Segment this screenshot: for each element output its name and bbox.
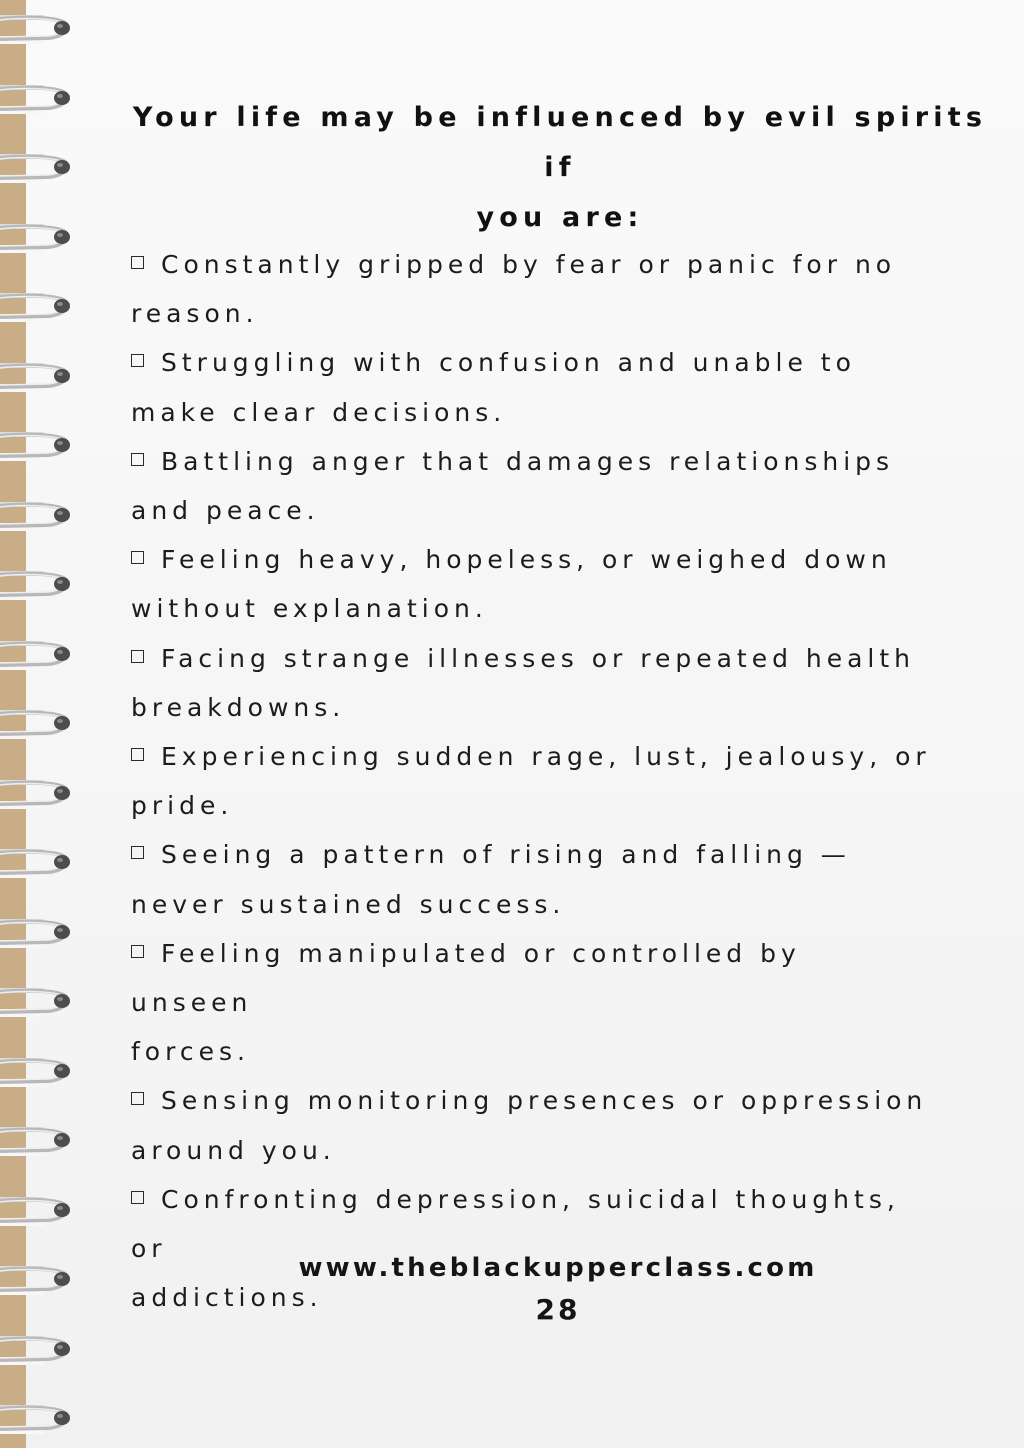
checklist-item-line-1: Facing strange illnesses or repeated health	[161, 643, 916, 673]
binding-ring	[0, 1192, 80, 1232]
binding-ring	[0, 1331, 80, 1371]
checklist-item-line-1: Experiencing sudden rage, lust, jealousy, or	[161, 742, 931, 772]
binding-ring	[0, 149, 80, 189]
checklist-item-line-1: Battling anger that damages relationships	[161, 446, 895, 476]
checklist-item-line-2: reason.	[131, 299, 259, 329]
checklist	[131, 240, 931, 1322]
checklist-item	[131, 338, 931, 436]
checklist-item-line-1: Seeing a pattern of rising and falling —	[161, 840, 851, 870]
checkbox-icon[interactable]	[131, 1191, 144, 1204]
checkbox-icon[interactable]	[131, 945, 144, 958]
binding-ring	[0, 775, 80, 815]
checklist-item-line-2: addictions.	[131, 1283, 323, 1313]
binding-ring	[0, 1400, 80, 1440]
checklist-item-line-1: Sensing monitoring presences or oppression	[161, 1086, 928, 1116]
checklist-item-line-1: Struggling with confusion and unable to	[161, 348, 856, 378]
binding-ring	[0, 636, 80, 676]
checklist-item-line-1: Feeling manipulated or controlled by unseen	[131, 938, 801, 1018]
checklist-item-line-2: breakdowns.	[131, 692, 346, 722]
spiral-binding-icon	[0, 0, 110, 1448]
checklist-item-line-2: around you.	[131, 1135, 336, 1165]
heading-line-2: you are:	[476, 202, 644, 233]
checkbox-icon[interactable]	[131, 748, 144, 761]
binding-ring	[0, 219, 80, 259]
checkbox-icon[interactable]	[131, 846, 144, 859]
checkbox-icon[interactable]	[131, 453, 144, 466]
checklist-item	[131, 634, 931, 732]
checklist-item-line-1: Confronting depression, suicidal thoughts, or	[131, 1184, 900, 1264]
checklist-item	[131, 437, 931, 535]
checkbox-icon[interactable]	[131, 256, 144, 269]
checklist-item-line-2: without explanation.	[131, 594, 488, 624]
binding-ring	[0, 427, 80, 467]
checklist-item-line-1: Constantly gripped by fear or panic for no	[161, 250, 897, 279]
checklist-item-line-2: never sustained success.	[131, 889, 566, 919]
binding-ring	[0, 358, 80, 398]
binding-ring	[0, 288, 80, 328]
binding-ring	[0, 566, 80, 606]
checklist-item-line-2: make clear decisions.	[131, 397, 507, 427]
heading-line-1: Your life may be influenced by evil spirits if	[132, 102, 988, 183]
checkbox-icon[interactable]	[131, 551, 144, 564]
binding-ring	[0, 1053, 80, 1093]
checklist-item	[131, 929, 931, 1077]
checklist-item	[131, 535, 931, 633]
checklist-item	[131, 1076, 931, 1174]
website-url[interactable]: www.theblackupperclass.com	[298, 1253, 818, 1283]
page-number: 28	[535, 1293, 581, 1326]
checklist-item	[131, 240, 931, 338]
binding-ring	[0, 80, 80, 120]
binding-ring	[0, 497, 80, 537]
binding-ring	[0, 844, 80, 884]
checklist-item-line-2: forces.	[131, 1037, 250, 1067]
binding-ring	[0, 1261, 80, 1301]
binding-ring	[0, 705, 80, 745]
binding-ring	[0, 914, 80, 954]
checklist-item	[131, 732, 931, 830]
checkbox-icon[interactable]	[131, 354, 144, 367]
page-heading	[110, 93, 1010, 243]
binding-ring	[0, 1122, 80, 1162]
checkbox-icon[interactable]	[131, 650, 144, 663]
checkbox-icon[interactable]	[131, 1092, 144, 1105]
binding-ring	[0, 983, 80, 1023]
checklist-item-line-2: pride.	[131, 791, 234, 821]
checklist-item-line-1: Feeling heavy, hopeless, or weighed down	[161, 545, 892, 575]
checklist-item	[131, 830, 931, 928]
binding-ring	[0, 10, 80, 50]
checklist-item-line-2: and peace.	[131, 496, 320, 526]
